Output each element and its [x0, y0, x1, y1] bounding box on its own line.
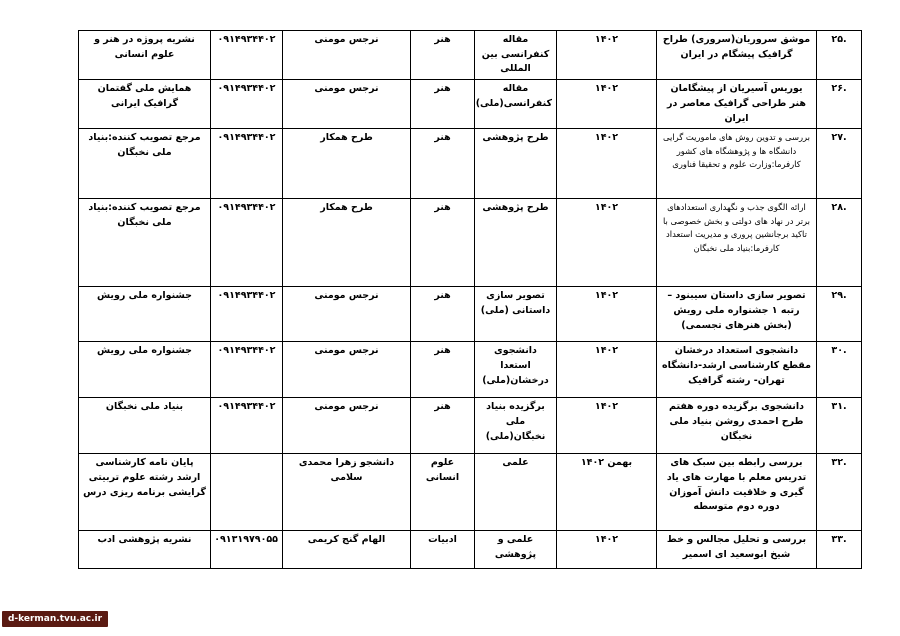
row-phone: ۰۹۱۴۹۳۴۴۰۲ — [211, 398, 283, 454]
row-number: .۲۷ — [817, 129, 862, 199]
row-phone — [211, 454, 283, 531]
row-type: طرح پژوهشی — [475, 129, 557, 199]
table-row — [79, 287, 862, 342]
row-year: ۱۴۰۲ — [557, 199, 657, 287]
row-person: نرجس مومنی — [283, 287, 411, 342]
row-person: نرجس مومنی — [283, 80, 411, 129]
footer-url: d-kerman.tvu.ac.ir — [7, 614, 103, 624]
row-title: بررسی رابطه بین سبک های تدریس معلم با مهارت های یاد گیری و خلاقیت دانش آموزان دوره دوم متوسطه — [657, 454, 817, 531]
row-reference: نشریه پروژه در هنر و علوم انسانی — [79, 31, 211, 80]
row-field: هنر — [411, 129, 475, 199]
row-field: هنر — [411, 199, 475, 287]
footer-site-label — [2, 611, 108, 627]
row-title: بررسی و تدوین روش های ماموریت گرایی دانشگاه ها و پژوهشگاه های کشور کارفرما:وزارت علوم و تحقیقا فناوری — [657, 129, 817, 199]
row-number: .۲۶ — [817, 80, 862, 129]
row-phone: ۰۹۱۴۹۳۴۴۰۲ — [211, 31, 283, 80]
row-field: ادبیات — [411, 531, 475, 569]
row-type: طرح پژوهشی — [475, 199, 557, 287]
row-type: مقاله کنفرانسی بین المللی — [475, 31, 557, 80]
row-reference: بنیاد ملی نخبگان — [79, 398, 211, 454]
row-number: .۲۸ — [817, 199, 862, 287]
table-row — [79, 129, 862, 199]
row-number: .۳۳ — [817, 531, 862, 569]
row-field: هنر — [411, 398, 475, 454]
row-title: دانشجوی برگزیده دوره هفتم طرح احمدی روشن بنیاد ملی نخبگان — [657, 398, 817, 454]
row-type: تصویر سازی داستانی (ملی) — [475, 287, 557, 342]
row-number: .۳۲ — [817, 454, 862, 531]
row-reference: همایش ملی گفتمان گرافیک ایرانی — [79, 80, 211, 129]
row-field: هنر — [411, 31, 475, 80]
table-row — [79, 80, 862, 129]
row-number: .۳۰ — [817, 342, 862, 398]
row-person: الهام گنج کریمی — [283, 531, 411, 569]
row-phone: ۰۹۱۴۹۳۴۴۰۲ — [211, 129, 283, 199]
row-reference: مرجع تصویب کننده:بنیاد ملی نخبگان — [79, 199, 211, 287]
row-year: ۱۴۰۲ — [557, 80, 657, 129]
row-number: .۲۵ — [817, 31, 862, 80]
row-type: علمی و پژوهشی — [475, 531, 557, 569]
row-year: بهمن ۱۴۰۲ — [557, 454, 657, 531]
row-reference: جشنواره ملی رویش — [79, 342, 211, 398]
row-phone: ۰۹۱۴۹۳۴۴۰۲ — [211, 342, 283, 398]
row-person: طرح همکار — [283, 199, 411, 287]
row-year: ۱۴۰۲ — [557, 531, 657, 569]
row-title: بررسی و تحلیل مجالس و خط شیخ ابوسعید ای اسمیر — [657, 531, 817, 569]
row-type: مقاله کنفرانسی(ملی) — [475, 80, 557, 129]
row-type: دانشجوی استعدا درخشان(ملی) — [475, 342, 557, 398]
row-title: دانشجوی استعداد درخشان مقطع کارشناسی ارشد-دانشگاه تهران- رشته گرافیک — [657, 342, 817, 398]
table-row — [79, 342, 862, 398]
row-type: برگزیده بنیاد ملی نخبگان(ملی) — [475, 398, 557, 454]
row-number: .۳۱ — [817, 398, 862, 454]
row-year: ۱۴۰۲ — [557, 129, 657, 199]
row-title: تصویر سازی داستان سیبنود – رتبه ۱ جشنواره ملی رویش (بخش هنرهای تجسمی) — [657, 287, 817, 342]
table-row — [79, 531, 862, 569]
table-row — [79, 454, 862, 531]
row-year: ۱۴۰۲ — [557, 398, 657, 454]
row-phone: ۰۹۱۴۹۳۴۴۰۲ — [211, 287, 283, 342]
row-type: علمی — [475, 454, 557, 531]
document-table — [78, 30, 862, 569]
row-person: نرجس مومنی — [283, 31, 411, 80]
row-person: نرجس مومنی — [283, 342, 411, 398]
table-row — [79, 31, 862, 80]
row-year: ۱۴۰۲ — [557, 31, 657, 80]
row-reference: جشنواره ملی رویش — [79, 287, 211, 342]
row-title: موشق سروریان(سروری) طراح گرافیک پیشگام در ایران — [657, 31, 817, 80]
table-row — [79, 398, 862, 454]
row-field: هنر — [411, 287, 475, 342]
table-row — [79, 199, 862, 287]
row-reference: نشریه پژوهشی ادب — [79, 531, 211, 569]
row-field: هنر — [411, 342, 475, 398]
row-title: یوریس آسیریان از پیشگامان هنر طراحی گرافیک معاصر در ایران — [657, 80, 817, 129]
row-person: طرح همکار — [283, 129, 411, 199]
row-year: ۱۴۰۲ — [557, 342, 657, 398]
row-person: نرجس مومنی — [283, 398, 411, 454]
row-phone: ۰۹۱۳۱۹۷۹۰۵۵ — [211, 531, 283, 569]
row-phone: ۰۹۱۴۹۳۴۴۰۲ — [211, 80, 283, 129]
row-reference: مرجع تصویب کننده:بنیاد ملی نخبگان — [79, 129, 211, 199]
row-field: علوم انسانی — [411, 454, 475, 531]
row-field: هنر — [411, 80, 475, 129]
row-title: ارائه الگوی جذب و نگهداری استعدادهای برتر در نهاد های دولتی و بخش خصوصی با تاکید برجانشین پروری و مدیریت استعداد کارفرما:بنیاد ملی نخبگان — [657, 199, 817, 287]
row-person: دانشجو زهرا محمدی سلامی — [283, 454, 411, 531]
row-number: .۲۹ — [817, 287, 862, 342]
row-phone: ۰۹۱۴۹۳۴۴۰۲ — [211, 199, 283, 287]
row-reference: پایان نامه کارشناسی ارشد رشته علوم تربیتی گرایشی برنامه ریزی درس — [79, 454, 211, 531]
row-year: ۱۴۰۲ — [557, 287, 657, 342]
